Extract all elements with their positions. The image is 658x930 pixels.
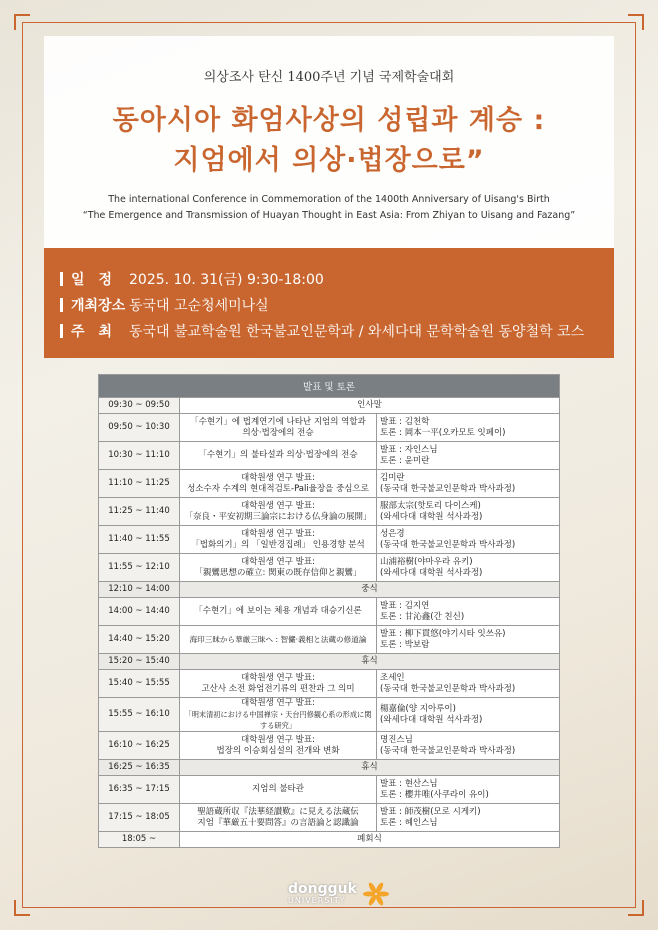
conference-subtitle: 의상조사 탄신 1400주년 기념 국제학술대회 <box>203 70 455 85</box>
info-label: 주 최 <box>71 324 113 340</box>
schedule-row <box>99 626 560 654</box>
schedule-row <box>99 776 560 804</box>
frame-corner-ornament <box>14 900 30 916</box>
logo-petal <box>363 892 375 897</box>
schedule-session: 폐회식 <box>180 832 560 848</box>
schedule-talk <box>180 698 377 732</box>
bullet-bar <box>60 324 63 338</box>
speaker-line: 발표 : 자인스님 <box>380 444 438 455</box>
speaker-line: 토론 : 櫻井唯(사쿠라이 유이) <box>380 789 489 800</box>
schedule-talk <box>180 442 377 470</box>
talk-line: 대학원생 연구 발표: <box>241 698 315 708</box>
schedule-time: 11:40 ~ 11:55 <box>99 526 180 554</box>
schedule-speaker <box>377 526 560 554</box>
logo-wordmark: dongguk <box>288 880 357 897</box>
schedule-time: 09:50 ~ 10:30 <box>99 414 180 442</box>
english-title-line1: The international Conference in Commemoration of the 1400th Anniversary of Uisang's Birth <box>108 194 550 205</box>
speaker-line: 명진스님 <box>380 734 413 745</box>
speaker-line: 토론 : 박보람 <box>380 639 430 650</box>
schedule-speaker <box>377 554 560 582</box>
schedule-row <box>99 470 560 498</box>
talk-line: 대학원생 연구 발표: <box>241 734 315 745</box>
schedule-talk <box>180 776 377 804</box>
flame-logo-icon <box>363 880 389 906</box>
schedule-session: 중식 <box>180 582 560 598</box>
speaker-line: 발표 : 김천학 <box>380 416 430 427</box>
speaker-line: 김미란 <box>380 472 405 483</box>
schedule-talk <box>180 414 377 442</box>
speaker-line: 服部太宗(핫토리 다이스케) <box>380 500 481 511</box>
schedule-talk <box>180 598 377 626</box>
schedule-speaker <box>377 670 560 698</box>
schedule-time: 16:25 ~ 16:35 <box>99 760 180 776</box>
speaker-line: 토론 : 岡本一平(오카모토 잇페이) <box>380 427 506 438</box>
info-date <box>60 268 324 290</box>
logo-subtext: UNIVERSITY <box>288 895 346 905</box>
schedule-talk <box>180 670 377 698</box>
speaker-line: 조세인 <box>380 672 405 683</box>
speaker-line: (동국대 한국불교인문학과 박사과정) <box>380 539 516 550</box>
schedule-row <box>99 526 560 554</box>
schedule-row <box>99 670 560 698</box>
frame-corner-ornament <box>628 900 644 916</box>
schedule-speaker <box>377 732 560 760</box>
speaker-line: 발표 : 柳下貫悠(야기시타 잇쓰유) <box>380 628 506 639</box>
schedule-row <box>99 498 560 526</box>
schedule-speaker <box>377 414 560 442</box>
schedule-speaker <box>377 626 560 654</box>
schedule-time: 11:25 ~ 11:40 <box>99 498 180 526</box>
talk-line: 지엄『華厳五十要問答』の言語論と認識論 <box>197 817 359 828</box>
schedule-time: 15:20 ~ 15:40 <box>99 654 180 670</box>
schedule-speaker <box>377 804 560 832</box>
schedule-time: 14:00 ~ 14:40 <box>99 598 180 626</box>
schedule-row <box>99 732 560 760</box>
speaker-line: 발표 : 김지연 <box>380 600 430 611</box>
talk-line: 「親鸞思想の確立: 関東の既存信仰と親鸞」 <box>194 567 362 578</box>
speaker-line: (와세다대 대학원 석사과정) <box>380 511 483 522</box>
schedule-row <box>99 598 560 626</box>
speaker-line: (동국대 한국불교인문학과 박사과정) <box>380 745 516 756</box>
talk-line: 대학원생 연구 발표: <box>241 500 315 511</box>
schedule-time: 16:35 ~ 17:15 <box>99 776 180 804</box>
schedule-time: 16:10 ~ 16:25 <box>99 732 180 760</box>
talk-line: 「奈良・平安初期三論宗における仏身論の展開」 <box>184 511 372 522</box>
talk-line: 성소수자 수계의 현대적검토-Pali율장을 중심으로 <box>187 483 369 494</box>
schedule-speaker <box>377 698 560 732</box>
schedule-time: 09:30 ~ 09:50 <box>99 398 180 414</box>
schedule-row <box>99 442 560 470</box>
schedule-talk <box>180 626 377 654</box>
talk-line: 지엄의 불타관 <box>252 784 304 794</box>
talk-line: 「수현기」에 보이는 체용 개념과 대승기신론 <box>194 606 362 616</box>
info-host <box>60 320 584 342</box>
schedule-row <box>99 804 560 832</box>
info-value: 동국대 고순청세미나실 <box>129 298 269 314</box>
info-label: 일 정 <box>71 272 113 288</box>
talk-line: 대학원생 연구 발표: <box>241 528 315 539</box>
schedule-talk <box>180 732 377 760</box>
speaker-line: 발표 : 현산스님 <box>380 778 438 789</box>
schedule-row <box>99 554 560 582</box>
info-venue <box>60 294 269 316</box>
talk-line: 대학원생 연구 발표: <box>241 472 315 483</box>
schedule-speaker <box>377 498 560 526</box>
schedule-time: 15:40 ~ 15:55 <box>99 670 180 698</box>
schedule-talk <box>180 804 377 832</box>
talk-line: 법장의 이승회심설의 전개와 변화 <box>216 745 340 756</box>
schedule-talk <box>180 526 377 554</box>
schedule-time: 17:15 ~ 18:05 <box>99 804 180 832</box>
talk-line: 「수현기」에 법계연기에 나타난 지엄의 역할과 <box>190 416 366 427</box>
frame-corner-ornament <box>14 14 30 30</box>
schedule-table <box>98 374 560 848</box>
schedule-time: 15:55 ~ 16:10 <box>99 698 180 732</box>
speaker-line: (동국대 한국불교인문학과 박사과정) <box>380 683 516 694</box>
logo-text <box>288 882 357 905</box>
speaker-line: 성은경 <box>380 528 405 539</box>
speaker-line: (와세다대 대학원 석사과정) <box>380 714 483 725</box>
schedule-row <box>99 760 560 776</box>
talk-line: 대학원생 연구 발표: <box>241 672 315 683</box>
schedule-row <box>99 832 560 848</box>
schedule-row <box>99 654 560 670</box>
schedule-row <box>99 698 560 732</box>
schedule-body <box>99 398 560 848</box>
frame-corner-ornament <box>628 14 644 30</box>
schedule-time: 11:55 ~ 12:10 <box>99 554 180 582</box>
schedule-talk <box>180 470 377 498</box>
speaker-line: (와세다대 대학원 석사과정) <box>380 567 483 578</box>
talk-line: 고산사 소전 화엄전기류의 편찬과 그 의미 <box>201 683 355 694</box>
schedule-row <box>99 414 560 442</box>
bullet-bar <box>60 272 63 286</box>
schedule-talk <box>180 498 377 526</box>
speaker-line: (동국대 한국불교인문학과 박사과정) <box>380 483 516 494</box>
schedule-speaker <box>377 776 560 804</box>
schedule-speaker <box>377 442 560 470</box>
conference-title-line2: 지엄에서 의상·법장으로” <box>173 145 485 176</box>
info-value: 2025. 10. 31(금) 9:30-18:00 <box>129 272 324 288</box>
title-card <box>44 36 614 248</box>
talk-line: 의상·법장에의 전승 <box>242 427 314 438</box>
speaker-line: 楊嘉倫(양 지아루이) <box>380 703 456 714</box>
bullet-bar <box>60 298 63 312</box>
speaker-line: 토론 : 甘沁鑫(간 친신) <box>380 611 465 622</box>
talk-line: 聖語蔵所収『法華経讃歎』に見える法蔵伝 <box>197 806 359 817</box>
conference-title-line1: 동아시아 화엄사상의 성립과 계승 : <box>112 105 546 136</box>
schedule-speaker <box>377 598 560 626</box>
speaker-line: 토론 : 윤미란 <box>380 455 430 466</box>
talk-line: 海印三昧から華厳三昧へ : 智儼·義相と法蔵の修道論 <box>189 635 367 644</box>
schedule-session: 인사말 <box>180 398 560 414</box>
schedule-time: 11:10 ~ 11:25 <box>99 470 180 498</box>
schedule-time: 12:10 ~ 14:00 <box>99 582 180 598</box>
schedule-time: 14:40 ~ 15:20 <box>99 626 180 654</box>
schedule-row <box>99 582 560 598</box>
talk-line: 대학원생 연구 발표: <box>241 556 315 567</box>
talk-line: 「明末清初における中国禅宗・天台円修観心系の形成に関する研究」 <box>184 710 372 730</box>
english-title-line2: “The Emergence and Transmission of Huayan Thought in East Asia: From Zhiyan to Uisang and Fazang” <box>82 210 576 221</box>
info-value: 동국대 불교학술원 한국불교인문학과 / 와세다대 문학학술원 동양철학 코스 <box>129 324 585 340</box>
talk-line: 「법화의기」의 「일반경집례」 인용경향 분석 <box>191 539 365 550</box>
speaker-line: 발표 : 師茂樹(모로 시게키) <box>380 806 481 817</box>
speaker-line: 토론 : 혜인스님 <box>380 817 438 828</box>
schedule-session: 휴식 <box>180 760 560 776</box>
schedule-speaker <box>377 470 560 498</box>
speaker-line: 山浦裕樹(야마우라 유키) <box>380 556 473 567</box>
schedule-talk <box>180 554 377 582</box>
info-label: 개최장소 <box>71 298 126 314</box>
schedule-time: 10:30 ~ 11:10 <box>99 442 180 470</box>
dongguk-logo <box>288 880 389 906</box>
schedule-time: 18:05 ~ <box>99 832 180 848</box>
schedule-header: 발표 및 토론 <box>99 375 560 398</box>
info-band <box>44 248 614 358</box>
schedule-session: 휴식 <box>180 654 560 670</box>
talk-line: 「수현기」의 불타설과 의상·법장에의 전승 <box>198 450 358 460</box>
schedule-row <box>99 398 560 414</box>
